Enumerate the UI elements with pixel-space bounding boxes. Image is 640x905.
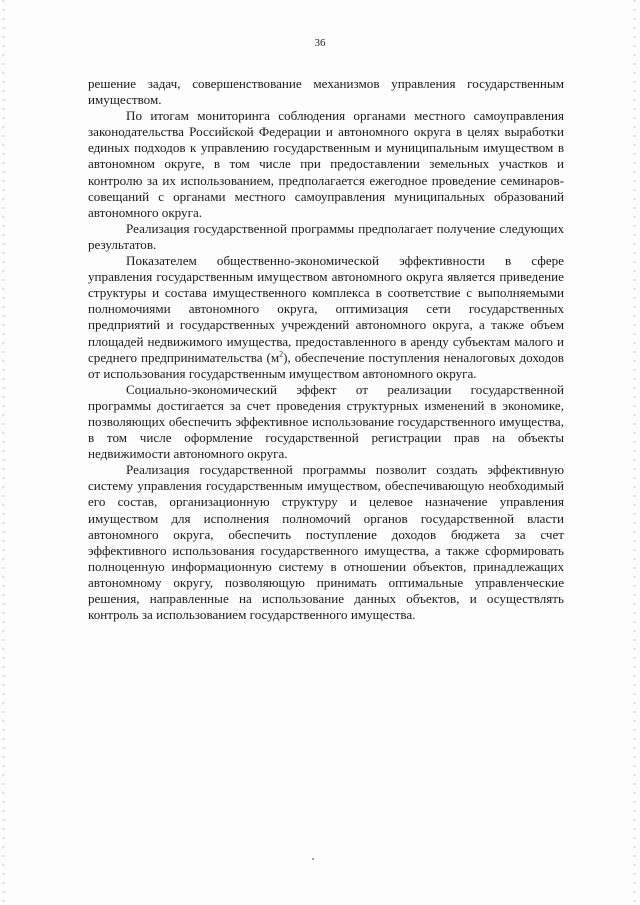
paragraph-5: Социально-экономический эффект от реализации государственной программы достигается за счет проведения структурных изменений в экономике, позволяющих обеспечить эффективное использование государственного имущества, в том числе оформление государственной регистрации прав на объекты недвижимости автономного округа.: [88, 381, 564, 462]
scan-edge-left: [2, 0, 5, 905]
document-body: [88, 76, 564, 623]
superscript-square-unit: 2: [279, 349, 284, 359]
paragraph-1: решение задач, совершенствование механизмов управления государственным имуществом.: [88, 76, 564, 108]
page-number: 36: [314, 37, 326, 49]
scan-speck: [312, 858, 314, 860]
scan-edge-right: [633, 0, 636, 905]
paragraph-4: [88, 253, 564, 382]
paragraph-2: По итогам мониторинга соблюдения органами местного самоуправления законодательства Российской Федерации и автономного округа в целях выработки единых подходов к управлению государственным и муниципальным имуществом в автономном округе, в том числе при предоставлении земельных участков и контролю за их использованием, предполагается ежегодное проведение семинаров-совещаний с органами местного самоуправления муниципальных образований автономного округа.: [88, 108, 564, 220]
paragraph-4-text-a: Показателем общественно-экономической эффективности в сфере управления государственным имуществом автономного округа является приведение структуры и состава имущественного комплекса в соответствие с выполняемыми полномочиями автономного округа, оптимизация сети государственных предприятий и государственных учреждений автономного округа, а также объем площадей недвижимого имущества, предоставленного в аренду субъектам малого и среднего предпринимательства (м: [88, 253, 564, 365]
paragraph-4-text-b: ), обеспечение поступления неналоговых доходов от использования государственным имуществом автономного округа.: [88, 349, 564, 381]
paragraph-6: Реализация государственной программы позволит создать эффективную систему управления государственным имуществом, обеспечивающую необходимый его состав, организационную структуру и целевое назначение управления имуществом для исполнения полномочий органов государственной власти автономного округа, обеспечить поступление доходов бюджета за счет эффективного использования государственного имущества, а также сформировать полноценную информационную систему в отношении объектов, принадлежащих автономному округу, позволяющую принимать оптимальные управленческие решения, направленные на использование данных объектов, и осуществлять контроль за использованием государственного имущества.: [88, 462, 564, 623]
paragraph-3: Реализация государственной программы предполагает получение следующих результатов.: [88, 220, 564, 252]
